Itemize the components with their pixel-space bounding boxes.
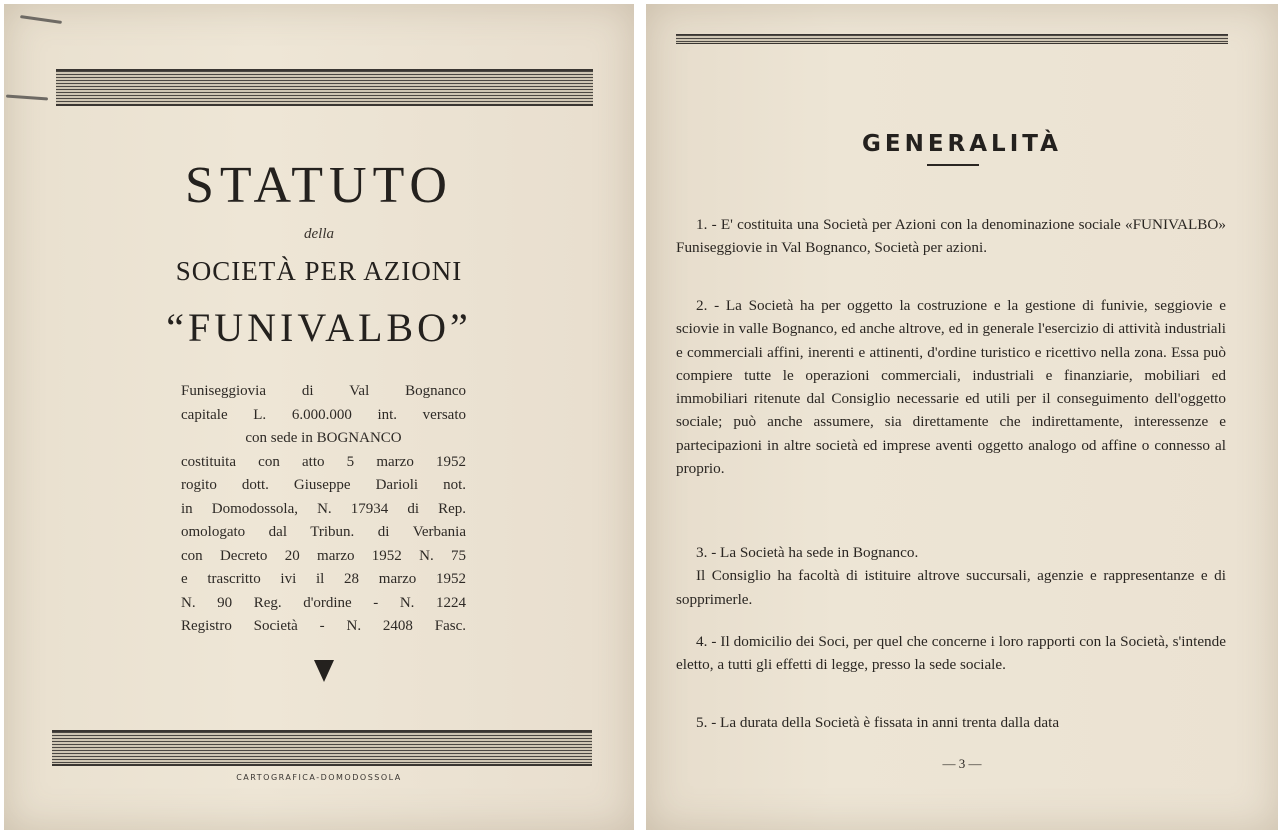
detail-line: N. 90 Reg. d'ordine - N. 1224 [181, 594, 466, 611]
article-1 [676, 213, 1226, 260]
article-2 [676, 294, 1226, 480]
statute-page [646, 4, 1278, 830]
detail-line: Funiseggiovia di Val Bognanco [181, 383, 466, 399]
top-rule [676, 34, 1228, 44]
detail-line: con sede in BOGNANCO [245, 430, 402, 446]
cover-company-name: “FUNIVALBO” [166, 305, 472, 350]
bottom-ruled-bar [52, 730, 592, 766]
article-5 [676, 711, 1226, 734]
detail-line: capitale L. 6.000.000 int. versato [181, 406, 466, 423]
detail-line: costituita con atto 5 marzo 1952 [181, 453, 466, 470]
article-4 [676, 630, 1226, 677]
section-heading: GENERALITÀ [862, 131, 1062, 157]
down-triangle-icon [314, 660, 334, 682]
detail-line: in Domodossola, N. 17934 di Rep. [181, 500, 466, 517]
staple-bottom [6, 95, 48, 101]
detail-line: Registro Società - N. 2408 Fasc. [181, 618, 466, 634]
article-text: 2. - La Società ha per oggetto la costruzione e la gestione di funivie, seggiovie e sciovie in valle Bognanco, ed anche altrove, ed in generale l'esercizio di attività industriali e commerciali affini, inerenti e attinenti, d'ordine turistico e ricettivo nella zona. Essa può compiere tutte le operazioni commerciali, industriali e finanziarie, mobiliari ed immobiliari ritenute dal Consiglio necessarie ed utili per il conseguimento dell'oggetto sociale; può anche assumere, sia direttamente che indirettamente, interessenze e partecipazioni in altre società ed imprese aventi oggetto analogo od affine o connesso al proprio. [676, 297, 1226, 478]
article-text: 1. - E' costituita una Società per Azioni con la denominazione sociale «FUNIVALBO» Funiseggiovie in Val Bognanco, Società per azioni. [676, 216, 1226, 257]
staple-top [20, 15, 62, 24]
article-text: 4. - Il domicilio dei Soci, per quel che concerne i loro rapporti con la Società, s'intende eletto, a tutti gli effetti di legge, presso la sede sociale. [676, 633, 1226, 674]
article-text: 3. - La Società ha sede in Bognanco. [696, 544, 919, 561]
heading-underline [927, 164, 979, 166]
detail-line: omologato dal Tribun. di Verbania [181, 524, 466, 540]
printer-credit: CARTOGRAFICA-DOMODOSSOLA [236, 773, 402, 782]
cover-details [181, 380, 466, 639]
cover-title: STATUTO [184, 157, 453, 214]
top-ruled-bar [56, 69, 593, 106]
article-text-extra: Il Consiglio ha facoltà di istituire altrove succursali, agenzie e rappresentanze e di sopprimerle. [676, 567, 1226, 608]
detail-line: rogito dott. Giuseppe Darioli not. [181, 477, 466, 493]
detail-line: e trascritto ivi il 28 marzo 1952 [181, 571, 466, 587]
article-text: 5. - La durata della Società è fissata in anni trenta dalla data [696, 714, 1060, 731]
cover-company-type: SOCIETÀ PER AZIONI [175, 256, 463, 286]
page-number: — 3 — [942, 756, 982, 771]
article-3 [676, 541, 1226, 611]
cover-della: della [304, 226, 334, 242]
cover-page [4, 4, 634, 830]
detail-line: con Decreto 20 marzo 1952 N. 75 [181, 547, 466, 564]
